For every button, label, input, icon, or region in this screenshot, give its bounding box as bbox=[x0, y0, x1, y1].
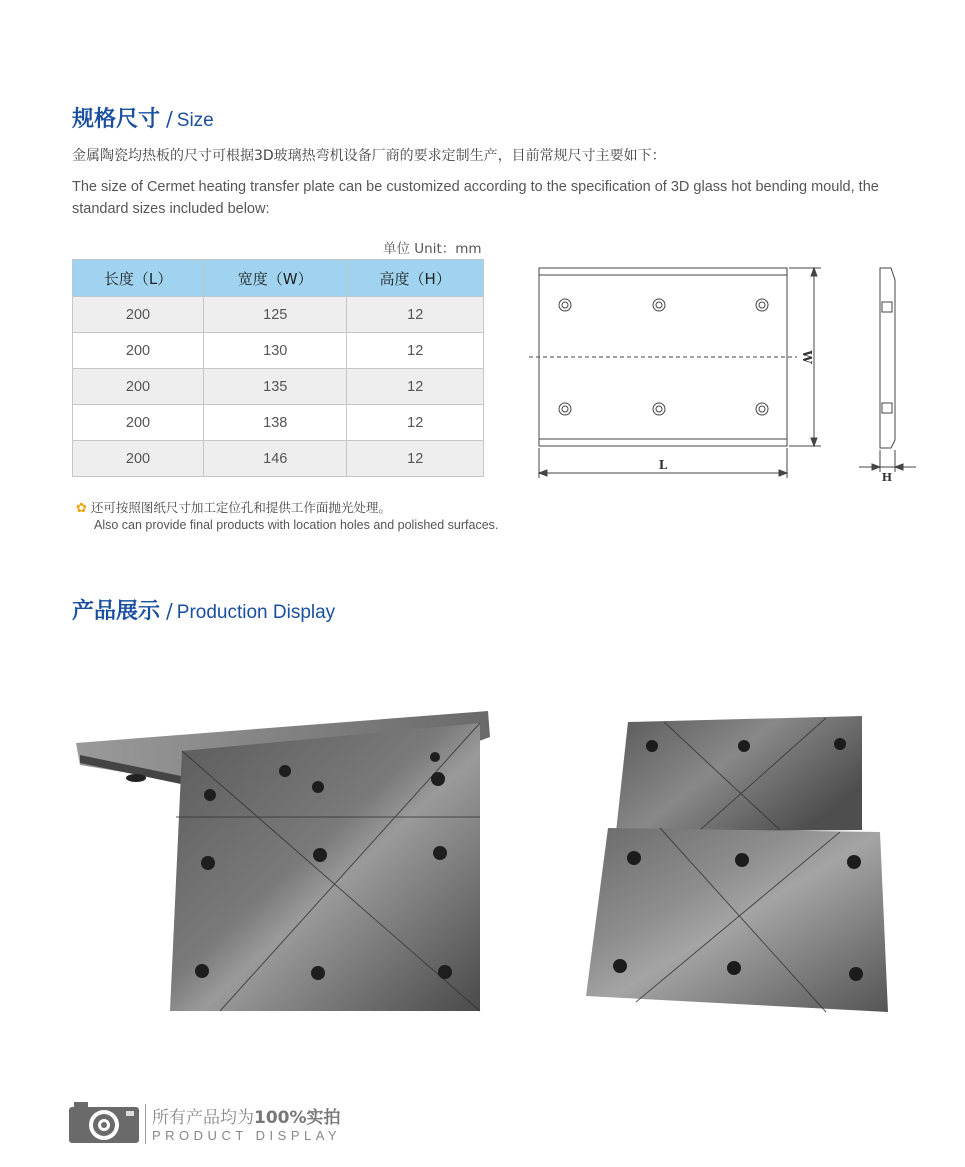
size-section-title bbox=[72, 102, 214, 133]
title-slash: / bbox=[166, 599, 173, 623]
cell-length: 200 bbox=[73, 333, 204, 369]
header-length: 长度（L） bbox=[73, 260, 204, 297]
table-row bbox=[73, 405, 484, 441]
cell-length: 200 bbox=[73, 441, 204, 477]
footer-slogan-cn bbox=[152, 1103, 341, 1128]
cell-height: 12 bbox=[347, 441, 484, 477]
cell-height: 12 bbox=[347, 369, 484, 405]
cell-width: 138 bbox=[204, 405, 347, 441]
table-row bbox=[73, 441, 484, 477]
size-title-cn: 规格尺寸 bbox=[72, 107, 161, 132]
footer-slogan-bold: 100%实拍 bbox=[254, 1108, 341, 1128]
label-l: L bbox=[658, 458, 668, 472]
cell-width: 130 bbox=[204, 333, 347, 369]
header-width: 宽度（W） bbox=[204, 260, 347, 297]
footer-slogan-prefix: 所有产品均为 bbox=[152, 1108, 254, 1128]
cell-height: 12 bbox=[347, 333, 484, 369]
cell-height: 12 bbox=[347, 297, 484, 333]
product-photo-right bbox=[580, 710, 892, 1016]
table-row bbox=[73, 333, 484, 369]
table-header-row bbox=[73, 260, 484, 297]
label-w: W bbox=[800, 350, 814, 364]
size-title-en: Size bbox=[176, 110, 214, 131]
technical-drawing bbox=[525, 262, 925, 492]
display-title-cn: 产品展示 bbox=[72, 599, 161, 624]
size-description-en: The size of Cermet heating transfer plate can be customized according to the specification of 3D glass hot bending mould, the standard sizes included below: bbox=[72, 179, 879, 217]
label-h: H bbox=[881, 471, 893, 484]
cell-height: 12 bbox=[347, 405, 484, 441]
note-text-cn: 还可按照图纸尺寸加工定位孔和提供工作面抛光处理。 bbox=[90, 500, 391, 515]
size-table bbox=[72, 259, 484, 477]
cell-width: 135 bbox=[204, 369, 347, 405]
title-slash: / bbox=[166, 107, 173, 131]
footer-divider bbox=[145, 1104, 146, 1144]
unit-label: 单位 Unit：mm bbox=[383, 241, 482, 257]
table-row bbox=[73, 297, 484, 333]
note-cn bbox=[76, 498, 391, 516]
note-en: Also can provide final products with location holes and polished surfaces. bbox=[94, 518, 499, 532]
cell-length: 200 bbox=[73, 405, 204, 441]
cell-length: 200 bbox=[73, 297, 204, 333]
display-section-title bbox=[72, 594, 335, 625]
display-title-en: Production Display bbox=[176, 602, 336, 623]
side-view bbox=[880, 268, 895, 448]
cell-width: 146 bbox=[204, 441, 347, 477]
header-height: 高度（H） bbox=[347, 260, 484, 297]
cell-width: 125 bbox=[204, 297, 347, 333]
cell-length: 200 bbox=[73, 369, 204, 405]
camera-icon bbox=[68, 1101, 140, 1145]
product-photo-left bbox=[70, 705, 495, 1017]
table-row bbox=[73, 369, 484, 405]
size-description-cn: 金属陶瓷均热板的尺寸可根据3D玻璃热弯机设备厂商的要求定制生产，目前常规尺寸主要如下： bbox=[72, 148, 666, 164]
footer-slogan-en: PRODUCT DISPLAY bbox=[152, 1128, 342, 1143]
gear-icon: ✿ bbox=[76, 501, 87, 516]
